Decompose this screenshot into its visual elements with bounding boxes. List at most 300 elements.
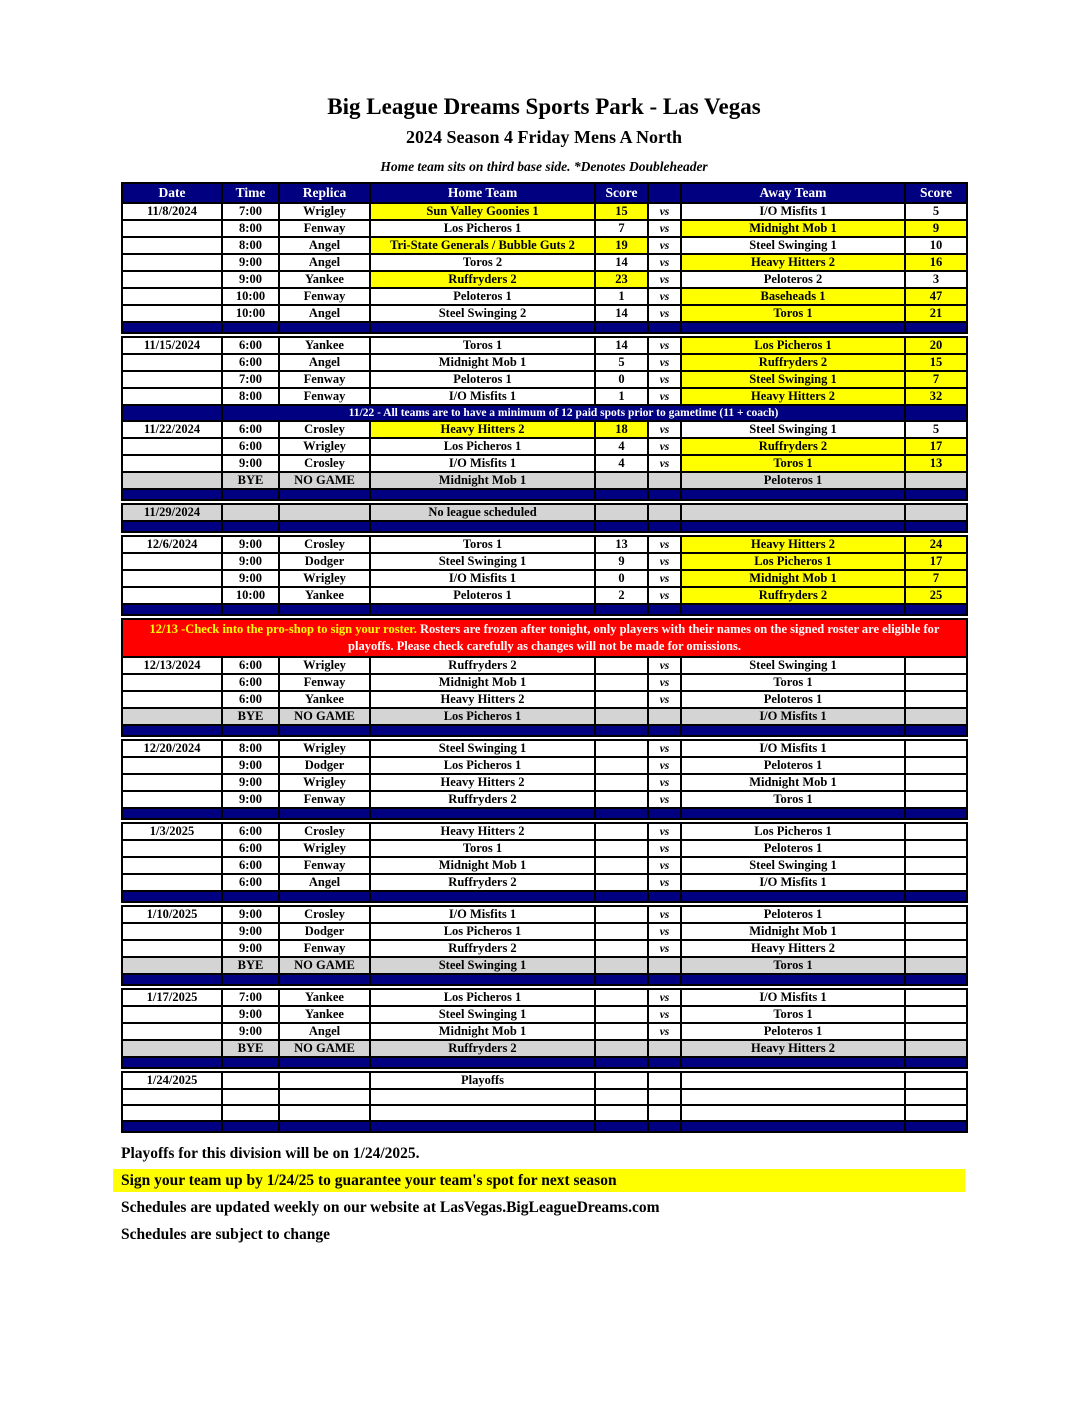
separator-cell: [370, 725, 595, 736]
home-team-cell: Heavy Hitters 2: [370, 823, 595, 840]
time-cell: 9:00: [222, 923, 279, 940]
game-row: [122, 337, 967, 354]
away-team-cell: Steel Swinging 1: [681, 857, 905, 874]
home-team-cell: Ruffryders 2: [370, 874, 595, 891]
header-home-score: Score: [595, 183, 648, 203]
vs-cell: [648, 472, 681, 489]
replica-cell: Fenway: [279, 288, 370, 305]
separator-row: [122, 1057, 967, 1068]
away-team-cell: Baseheads 1: [681, 288, 905, 305]
home-score-cell: [595, 674, 648, 691]
date-cell: [122, 570, 222, 587]
away-score-cell: 20: [905, 337, 967, 354]
away-score-cell: [905, 857, 967, 874]
home-score-cell: [595, 940, 648, 957]
replica-cell: [279, 504, 370, 521]
vs-cell: [648, 957, 681, 974]
time-cell: [222, 1105, 279, 1121]
replica-cell: NO GAME: [279, 472, 370, 489]
date-cell: 11/22/2024: [122, 421, 222, 438]
time-cell: 10:00: [222, 305, 279, 322]
vs-cell: vs: [648, 536, 681, 553]
separator-cell: [122, 489, 222, 500]
replica-cell: Fenway: [279, 857, 370, 874]
date-cell: 12/20/2024: [122, 740, 222, 757]
away-score-cell: 24: [905, 536, 967, 553]
separator-cell: [595, 1121, 648, 1132]
replica-cell: Wrigley: [279, 657, 370, 674]
away-team-cell: I/O Misfits 1: [681, 708, 905, 725]
separator-cell: [122, 808, 222, 819]
home-score-cell: 14: [595, 337, 648, 354]
home-team-cell: I/O Misfits 1: [370, 570, 595, 587]
away-score-cell: 9: [905, 220, 967, 237]
separator-cell: [222, 725, 279, 736]
separator-row: [122, 974, 967, 985]
replica-cell: NO GAME: [279, 957, 370, 974]
away-score-cell: [905, 774, 967, 791]
vs-cell: vs: [648, 237, 681, 254]
separator-cell: [595, 891, 648, 902]
away-team-cell: Peloteros 1: [681, 757, 905, 774]
game-row: [122, 989, 967, 1006]
separator-cell: [648, 1057, 681, 1068]
footer: [113, 1142, 965, 1246]
time-cell: 6:00: [222, 823, 279, 840]
game-row: [122, 536, 967, 553]
away-score-cell: [905, 1006, 967, 1023]
date-cell: [122, 1023, 222, 1040]
separator-row: [122, 489, 967, 500]
time-cell: 9:00: [222, 536, 279, 553]
separator-cell: [595, 725, 648, 736]
home-score-cell: [595, 791, 648, 808]
home-team-cell: Ruffryders 2: [370, 1040, 595, 1057]
away-score-cell: [905, 957, 967, 974]
home-team-cell: [370, 1105, 595, 1121]
separator-cell: [222, 322, 279, 333]
separator-cell: [370, 489, 595, 500]
time-cell: 9:00: [222, 1023, 279, 1040]
separator-cell: [222, 1057, 279, 1068]
date-cell: [122, 438, 222, 455]
home-team-cell: Sun Valley Goonies 1: [370, 203, 595, 220]
game-row: [122, 791, 967, 808]
home-score-cell: [595, 840, 648, 857]
separator-cell: [648, 322, 681, 333]
header-home-team: Home Team: [370, 183, 595, 203]
date-cell: [122, 237, 222, 254]
game-row: [122, 354, 967, 371]
home-score-cell: [595, 1006, 648, 1023]
note-edge-cell: [905, 405, 967, 421]
replica-cell: Angel: [279, 254, 370, 271]
notice-cell: [122, 619, 967, 657]
away-team-cell: Heavy Hitters 2: [681, 1040, 905, 1057]
date-cell: [122, 1006, 222, 1023]
header-date: Date: [122, 183, 222, 203]
home-score-cell: [595, 1089, 648, 1105]
time-cell: 9:00: [222, 791, 279, 808]
date-cell: [122, 1089, 222, 1105]
home-team-cell: Los Picheros 1: [370, 923, 595, 940]
replica-cell: Yankee: [279, 1006, 370, 1023]
date-cell: [122, 923, 222, 940]
replica-cell: Angel: [279, 237, 370, 254]
separator-cell: [595, 489, 648, 500]
replica-cell: Yankee: [279, 691, 370, 708]
home-team-cell: Toros 1: [370, 337, 595, 354]
home-score-cell: [595, 989, 648, 1006]
game-row: [122, 288, 967, 305]
vs-cell: vs: [648, 288, 681, 305]
home-team-cell: I/O Misfits 1: [370, 455, 595, 472]
vs-cell: vs: [648, 674, 681, 691]
game-row: [122, 940, 967, 957]
away-score-cell: [905, 708, 967, 725]
separator-cell: [279, 1057, 370, 1068]
notice-highlight-text: 12/13 -Check into the pro-shop to sign your roster.: [149, 622, 417, 637]
notice-row: [122, 619, 967, 657]
away-team-cell: I/O Misfits 1: [681, 203, 905, 220]
away-score-cell: 15: [905, 354, 967, 371]
replica-cell: Yankee: [279, 271, 370, 288]
separator-cell: [905, 974, 967, 985]
home-score-cell: [595, 708, 648, 725]
replica-cell: Crosley: [279, 906, 370, 923]
away-score-cell: [905, 923, 967, 940]
separator-cell: [648, 974, 681, 985]
replica-cell: Dodger: [279, 553, 370, 570]
time-cell: 6:00: [222, 438, 279, 455]
date-cell: 11/29/2024: [122, 504, 222, 521]
vs-cell: vs: [648, 906, 681, 923]
replica-cell: NO GAME: [279, 1040, 370, 1057]
time-cell: 9:00: [222, 254, 279, 271]
date-cell: [122, 587, 222, 604]
away-team-cell: Midnight Mob 1: [681, 570, 905, 587]
away-score-cell: [905, 791, 967, 808]
separator-cell: [222, 974, 279, 985]
separator-cell: [681, 489, 905, 500]
replica-cell: [279, 1072, 370, 1089]
home-score-cell: [595, 472, 648, 489]
vs-cell: vs: [648, 989, 681, 1006]
date-cell: [122, 254, 222, 271]
separator-cell: [122, 521, 222, 532]
home-score-cell: [595, 923, 648, 940]
home-team-cell: Ruffryders 2: [370, 657, 595, 674]
separator-row: [122, 725, 967, 736]
away-score-cell: 3: [905, 271, 967, 288]
separator-cell: [122, 725, 222, 736]
away-team-cell: Peloteros 1: [681, 472, 905, 489]
game-row: [122, 220, 967, 237]
replica-cell: Wrigley: [279, 570, 370, 587]
home-team-cell: I/O Misfits 1: [370, 388, 595, 405]
home-team-cell: Toros 1: [370, 840, 595, 857]
away-team-cell: Toros 1: [681, 674, 905, 691]
away-team-cell: Ruffryders 2: [681, 438, 905, 455]
home-team-cell: Toros 1: [370, 536, 595, 553]
game-row: [122, 823, 967, 840]
separator-cell: [648, 489, 681, 500]
vs-cell: vs: [648, 455, 681, 472]
home-score-cell: [595, 874, 648, 891]
game-row: [122, 657, 967, 674]
date-cell: 1/17/2025: [122, 989, 222, 1006]
home-score-cell: [595, 1023, 648, 1040]
separator-row: [122, 322, 967, 333]
separator-cell: [279, 1121, 370, 1132]
replica-cell: Wrigley: [279, 840, 370, 857]
away-score-cell: [905, 906, 967, 923]
vs-cell: [648, 708, 681, 725]
time-cell: BYE: [222, 472, 279, 489]
game-row: [122, 203, 967, 220]
vs-cell: vs: [648, 740, 681, 757]
note-text-cell: 11/22 - All teams are to have a minimum of 12 paid spots prior to gametime (11 + coach): [222, 405, 905, 421]
home-score-cell: [595, 957, 648, 974]
home-team-cell: [370, 1089, 595, 1105]
date-cell: 1/10/2025: [122, 906, 222, 923]
bye-row: [122, 1040, 967, 1057]
separator-cell: [595, 521, 648, 532]
away-team-cell: Heavy Hitters 2: [681, 940, 905, 957]
away-team-cell: Toros 1: [681, 791, 905, 808]
separator-cell: [279, 725, 370, 736]
vs-cell: vs: [648, 657, 681, 674]
vs-cell: vs: [648, 220, 681, 237]
date-cell: [122, 691, 222, 708]
away-score-cell: 17: [905, 438, 967, 455]
away-team-cell: Toros 1: [681, 1006, 905, 1023]
separator-cell: [648, 604, 681, 615]
replica-cell: Fenway: [279, 791, 370, 808]
home-score-cell: 15: [595, 203, 648, 220]
home-score-cell: [595, 906, 648, 923]
footer-website-note: Schedules are updated weekly on our website at LasVegas.BigLeagueDreams.com: [121, 1199, 660, 1217]
game-row: [122, 1023, 967, 1040]
date-cell: 11/8/2024: [122, 203, 222, 220]
game-row: [122, 857, 967, 874]
home-team-cell: Toros 2: [370, 254, 595, 271]
time-cell: BYE: [222, 1040, 279, 1057]
away-team-cell: [681, 504, 905, 521]
date-cell: [122, 791, 222, 808]
empty-row: [122, 1105, 967, 1121]
away-team-cell: [681, 1089, 905, 1105]
away-score-cell: [905, 504, 967, 521]
home-team-cell: Midnight Mob 1: [370, 354, 595, 371]
separator-cell: [595, 322, 648, 333]
separator-cell: [222, 521, 279, 532]
away-team-cell: [681, 1105, 905, 1121]
away-score-cell: 13: [905, 455, 967, 472]
away-score-cell: [905, 1089, 967, 1105]
home-team-cell: Los Picheros 1: [370, 989, 595, 1006]
time-cell: 6:00: [222, 691, 279, 708]
separator-cell: [681, 974, 905, 985]
center-text-cell: Playoffs: [370, 1072, 595, 1089]
vs-cell: vs: [648, 874, 681, 891]
separator-cell: [648, 725, 681, 736]
separator-cell: [279, 322, 370, 333]
home-team-cell: Ruffryders 2: [370, 791, 595, 808]
away-team-cell: Midnight Mob 1: [681, 923, 905, 940]
home-score-cell: 4: [595, 438, 648, 455]
game-row: [122, 587, 967, 604]
vs-cell: vs: [648, 691, 681, 708]
home-score-cell: 1: [595, 288, 648, 305]
separator-cell: [122, 322, 222, 333]
away-team-cell: Los Picheros 1: [681, 553, 905, 570]
home-score-cell: 5: [595, 354, 648, 371]
home-team-cell: Steel Swinging 1: [370, 1006, 595, 1023]
replica-cell: Crosley: [279, 823, 370, 840]
date-cell: 12/6/2024: [122, 536, 222, 553]
home-team-cell: Heavy Hitters 2: [370, 421, 595, 438]
separator-cell: [122, 1057, 222, 1068]
page-subtitle: 2024 Season 4 Friday Mens A North: [405, 127, 682, 148]
home-team-cell: Midnight Mob 1: [370, 674, 595, 691]
game-row: [122, 1006, 967, 1023]
separator-cell: [595, 604, 648, 615]
footer-playoffs-note: Playoffs for this division will be on 1/24/2025.: [121, 1145, 420, 1163]
separator-cell: [122, 604, 222, 615]
home-score-cell: [595, 740, 648, 757]
game-row: [122, 691, 967, 708]
vs-cell: [648, 504, 681, 521]
time-cell: 9:00: [222, 757, 279, 774]
time-cell: BYE: [222, 708, 279, 725]
time-cell: 9:00: [222, 940, 279, 957]
away-score-cell: [905, 1072, 967, 1089]
separator-cell: [648, 808, 681, 819]
away-score-cell: [905, 989, 967, 1006]
away-team-cell: Heavy Hitters 2: [681, 254, 905, 271]
separator-cell: [370, 1057, 595, 1068]
away-team-cell: Peloteros 1: [681, 1023, 905, 1040]
date-cell: [122, 472, 222, 489]
replica-cell: Crosley: [279, 421, 370, 438]
bye-row: [122, 472, 967, 489]
game-row: [122, 840, 967, 857]
vs-cell: [648, 1040, 681, 1057]
home-team-cell: Steel Swinging 1: [370, 553, 595, 570]
home-team-cell: Peloteros 1: [370, 371, 595, 388]
home-team-cell: Los Picheros 1: [370, 438, 595, 455]
date-cell: [122, 354, 222, 371]
away-score-cell: 7: [905, 371, 967, 388]
label-row: [122, 1072, 967, 1089]
vs-cell: vs: [648, 791, 681, 808]
home-score-cell: 2: [595, 587, 648, 604]
footer-signup-note: Sign your team up by 1/24/25 to guarantee your team's spot for next season: [113, 1169, 965, 1192]
time-cell: 6:00: [222, 857, 279, 874]
vs-cell: vs: [648, 587, 681, 604]
separator-cell: [681, 1057, 905, 1068]
separator-cell: [648, 1121, 681, 1132]
game-row: [122, 674, 967, 691]
home-team-cell: Peloteros 1: [370, 587, 595, 604]
date-cell: [122, 757, 222, 774]
away-score-cell: 25: [905, 587, 967, 604]
home-team-cell: Steel Swinging 2: [370, 305, 595, 322]
separator-cell: [370, 322, 595, 333]
away-team-cell: I/O Misfits 1: [681, 740, 905, 757]
away-score-cell: 5: [905, 203, 967, 220]
separator-cell: [370, 891, 595, 902]
home-score-cell: 9: [595, 553, 648, 570]
game-row: [122, 923, 967, 940]
home-score-cell: 19: [595, 237, 648, 254]
home-team-cell: Midnight Mob 1: [370, 1023, 595, 1040]
vs-cell: [648, 1105, 681, 1121]
replica-cell: Crosley: [279, 455, 370, 472]
separator-cell: [279, 808, 370, 819]
home-team-cell: Ruffryders 2: [370, 271, 595, 288]
date-cell: [122, 940, 222, 957]
vs-cell: vs: [648, 254, 681, 271]
away-score-cell: [905, 1105, 967, 1121]
replica-cell: Angel: [279, 354, 370, 371]
home-score-cell: [595, 691, 648, 708]
game-row: [122, 254, 967, 271]
replica-cell: Wrigley: [279, 740, 370, 757]
away-score-cell: [905, 1040, 967, 1057]
separator-cell: [681, 1121, 905, 1132]
time-cell: BYE: [222, 957, 279, 974]
home-score-cell: 18: [595, 421, 648, 438]
home-team-cell: Heavy Hitters 2: [370, 691, 595, 708]
schedule-table: [121, 182, 968, 1133]
separator-cell: [595, 974, 648, 985]
separator-cell: [279, 604, 370, 615]
away-team-cell: Toros 1: [681, 957, 905, 974]
separator-row: [122, 604, 967, 615]
home-team-cell: Ruffryders 2: [370, 940, 595, 957]
away-score-cell: 7: [905, 570, 967, 587]
date-cell: [122, 553, 222, 570]
separator-cell: [222, 489, 279, 500]
away-score-cell: 17: [905, 553, 967, 570]
footer-subject-to-change-note: Schedules are subject to change: [121, 1226, 330, 1244]
home-score-cell: 14: [595, 254, 648, 271]
separator-cell: [595, 1057, 648, 1068]
separator-cell: [370, 1121, 595, 1132]
away-score-cell: 32: [905, 388, 967, 405]
time-cell: 8:00: [222, 237, 279, 254]
home-team-cell: Los Picheros 1: [370, 708, 595, 725]
home-score-cell: [595, 504, 648, 521]
page-title: Big League Dreams Sports Park - Las Vegas: [327, 94, 761, 119]
time-cell: 8:00: [222, 388, 279, 405]
replica-cell: Dodger: [279, 923, 370, 940]
header-row: [122, 183, 967, 203]
time-cell: 6:00: [222, 840, 279, 857]
time-cell: 9:00: [222, 455, 279, 472]
replica-cell: Fenway: [279, 674, 370, 691]
separator-cell: [905, 521, 967, 532]
separator-cell: [681, 521, 905, 532]
away-score-cell: 21: [905, 305, 967, 322]
date-cell: [122, 305, 222, 322]
game-row: [122, 305, 967, 322]
page-tagline: Home team sits on third base side. *Denotes Doubleheader: [380, 159, 708, 175]
date-cell: [122, 1040, 222, 1057]
date-cell: [122, 674, 222, 691]
